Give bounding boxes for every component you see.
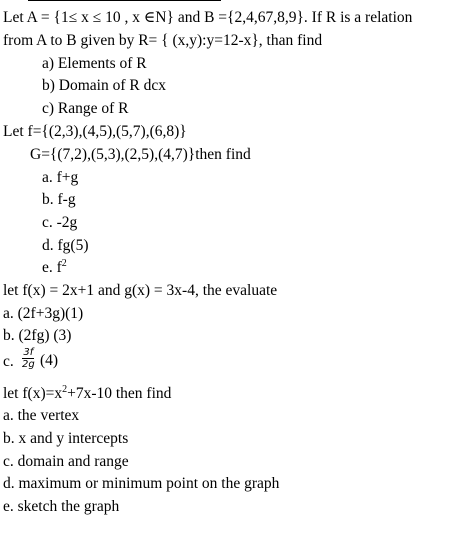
q4-line-1-start: let f(x)=x (3, 385, 63, 402)
q2-item-b: b. f-g (42, 191, 76, 208)
q1-line-2: from A to B given by R= { (x,y):y=12-x}, than find (3, 32, 323, 49)
q4-line-1-end: +7x-10 then find (67, 385, 172, 402)
q2-item-e (42, 258, 67, 280)
q2-item-e-text: e. f (42, 259, 62, 276)
q1-line-1: Let A = {1≤ x ≤ 10 , x ∈N} and B ={2,4,67,8,9}. If R is a relation (3, 9, 413, 26)
fraction-numerator: 3f (23, 347, 34, 358)
q4-item-b: b. x and y intercepts (3, 430, 129, 447)
q2-item-a: a. f+g (42, 169, 79, 186)
q3-item-c-label: c. (3, 353, 14, 370)
fraction-denominator: 2g (22, 359, 35, 370)
q2-item-e-exponent: 2 (61, 258, 67, 269)
q3-item-c-fraction (22, 347, 35, 370)
q4-item-d: d. maximum or minimum point on the graph (3, 475, 280, 492)
q3-item-c-arg: (4) (40, 352, 59, 369)
q1-item-b: b) Domain of R dcx (42, 77, 166, 94)
q1-item-a: a) Elements of R (42, 55, 147, 72)
q4-line-1 (3, 384, 171, 406)
q4-item-e: e. sketch the graph (3, 498, 120, 515)
q4-exponent: 2 (62, 384, 68, 395)
q1-item-c: c) Range of R (42, 100, 129, 117)
q2-item-c: c. -2g (42, 214, 78, 231)
top-rule (28, 0, 221, 1)
q4-item-c: c. domain and range (3, 453, 129, 470)
q2-line-1: Let f={(2,3),(4,5),(5,7),(6,8)} (3, 123, 187, 140)
q4-item-a: a. the vertex (3, 407, 80, 424)
q3-item-b: b. (2fg) (3) (3, 327, 72, 344)
q2-item-d: d. fg(5) (42, 237, 89, 254)
q3-line-1: let f(x) = 2x+1 and g(x) = 3x-4, the evaluate (3, 282, 278, 299)
q3-item-a: a. (2f+3g)(1) (3, 305, 84, 322)
q2-line-2: G={(7,2),(5,3),(2,5),(4,7)}then find (30, 146, 251, 163)
